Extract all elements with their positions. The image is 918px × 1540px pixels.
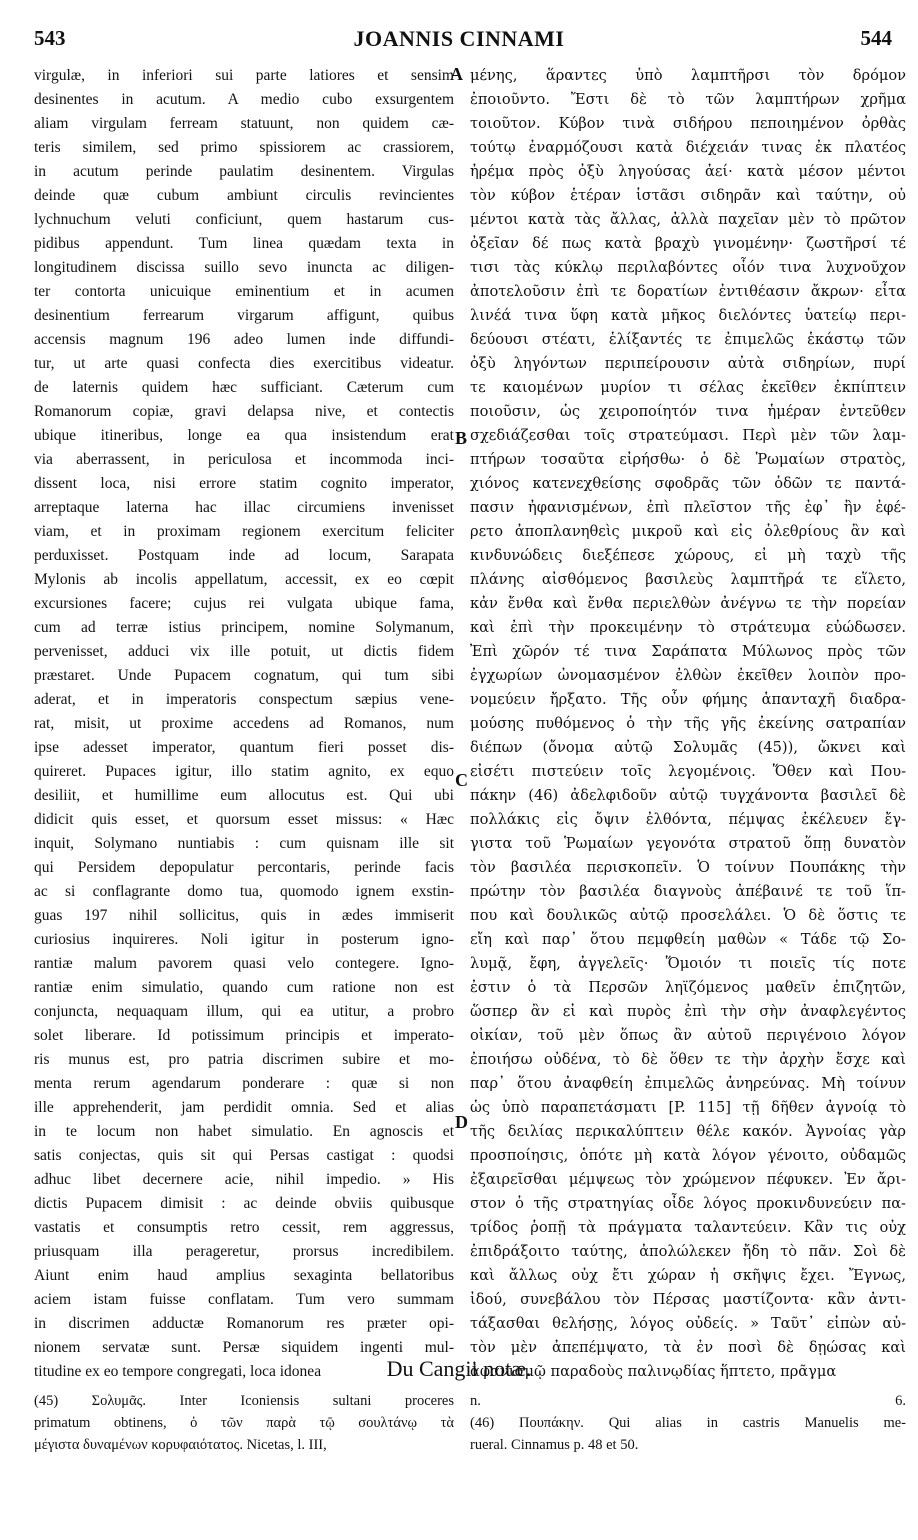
latin-text-line: excursiones facere; cujus rei vulgata ubique fama, bbox=[34, 595, 454, 612]
latin-text-line: quireret. Pupaces igitur, illo statim agnito, ex equo bbox=[34, 763, 454, 780]
greek-text-line: πασιν ἠφανισμένων, ἐπὶ πλεῖστον τῆς ἐφ᾽ ἣν ἐφέ- bbox=[470, 499, 906, 516]
greek-text-line: ἀφανισμῷ παραδοὺς παλινῳδίας ἥπτετο, πρᾶγμα bbox=[470, 1363, 837, 1380]
latin-text-line: curiosius inquireres. Noli igitur in posterum igno- bbox=[34, 931, 454, 948]
notes-title: Du Cangii notæ. bbox=[386, 1356, 532, 1381]
greek-text-line: κἀν ἔνθα καὶ ἔνθα περιελθὼν ἀνέγνω τε τὴν πορείαν bbox=[470, 595, 906, 612]
latin-text-line: in te locum non habet simulatio. En agnoscis et bbox=[34, 1123, 454, 1140]
latin-text-line: perduxisset. Postquam inde ad locum, Sarapata bbox=[34, 547, 454, 564]
greek-text-line: τὸν βασιλέα περισκοπεῖν. Ὁ τοίνυν Πουπάκης τὴν bbox=[470, 859, 906, 876]
page-number-right: 544 bbox=[860, 26, 892, 50]
margin-marker-d: D bbox=[455, 1112, 468, 1132]
latin-text-line: rat, misit, ut proxime accedens ad Romanos, num bbox=[34, 715, 454, 732]
latin-text-line: conjuncta, nequaquam illum, qui ea utitur, a probro bbox=[34, 1003, 454, 1020]
greek-text-line: προσποίησις, ὁπότε μὴ κατὰ λόγον γένοιτο, οὐδαμῶς bbox=[470, 1147, 906, 1164]
latin-text-line: Mylonis ab incolis appellatum, accessit, ex eo cœpit bbox=[34, 571, 454, 588]
greek-text-line: ἀποτελοῦσιν ἐπὶ τε δορατίων ἐντιθέασιν ἄκρων· εἶτα bbox=[470, 283, 906, 300]
latin-text-line: via aberrassent, in periculosa et incommoda inci- bbox=[34, 451, 454, 468]
greek-text-line: ὡς ὑπὸ παραπετάσματι [P. 115] τῇ δῆθεν ἀγνοίᾳ τὸ bbox=[470, 1099, 906, 1116]
running-title: JOANNIS CINNAMI bbox=[353, 26, 565, 51]
greek-text-line: τε καιομένων μυρίον τι σέλας ἐκεῖθεν ἐκπίπτειν bbox=[470, 379, 906, 396]
latin-text-line: vastatis et consumptis retro cessit, rem aggressus, bbox=[34, 1219, 454, 1236]
footnote-line: μέγιστα δυναμένων κορυφαιότατος. Nicetas, l. III, bbox=[34, 1437, 327, 1453]
greek-text-line: ἐξαιρεῖσθαι μέμψεως τὸν χρώμενον πέφυκεν. Ἐν ἄρι- bbox=[470, 1171, 906, 1188]
latin-text-line: aderat, et in imperatoris conspectum sæpius vene- bbox=[34, 691, 454, 708]
latin-text-line: tur, ut arte quasi confecta dies exercitibus videatur. bbox=[34, 355, 454, 372]
greek-text-line: ρετο ἀποπλανηθεὶς μικροῦ καὶ εἰς ὀλεθρίους ἂν καὶ bbox=[470, 523, 906, 540]
footnote-line: primatum obtinens, ὁ τῶν παρὰ τῷ σουλτάνῳ τὰ bbox=[34, 1415, 454, 1431]
margin-marker-b: B bbox=[455, 428, 468, 448]
greek-text-line: ἠρέμα πρὸς ὀξὺ ληγούσας ἀεί· κατὰ μέσον μέντοι bbox=[470, 163, 906, 180]
greek-text-line: τὸν μὲν ἀπεπέμψατο, τὰ ἐν ποσὶ δὲ δῃώσας καὶ bbox=[470, 1339, 906, 1356]
latin-text-line: menta rerum agendarum ponderare : quæ si non bbox=[34, 1075, 454, 1092]
footnote-line: (46) Πουπάκην. Qui alias in castris Manuelis me- bbox=[470, 1415, 906, 1431]
greek-text-line: καὶ ἐπὶ τὴν προκειμένην τὸ στράτευμα εὐώδωσεν. bbox=[470, 619, 906, 636]
greek-text-line: Ἐπὶ χῶρόν τέ τινα Σαράπατα Μύλωνος πρὸς τῶν bbox=[470, 643, 906, 660]
latin-text-line: dictis Pupacem dimisit : ac deinde obviis quibusque bbox=[34, 1195, 454, 1212]
greek-text-line: λινέά τινα ὕφη κατὰ μῆκος διελόντες ὑατείῳ περι- bbox=[470, 307, 906, 324]
greek-text-line: τρίδος ῥοπῇ τὰ πράγματα ταλαντεύειν. Κἂν τις οὐχ bbox=[470, 1219, 906, 1236]
margin-marker-c: C bbox=[455, 770, 468, 790]
greek-text-line: μένης, ἅραντες ὑπὸ λαμπτῆρσι τὸν δρόμον bbox=[470, 67, 906, 84]
greek-text-line: εἴη καὶ παρ᾽ ὅτου πεμφθείη μαθὼν « Τάδε τῷ Σο- bbox=[470, 931, 906, 948]
page-number-left: 543 bbox=[34, 26, 66, 50]
greek-text-line: ἰδού, συνεβάλου τὸν Πέρσας μαστίζοντα· κἂν ἀντι- bbox=[470, 1291, 906, 1308]
greek-text-line: ἐπιδράξοιτο ταύτης, ἀπολώλεκεν ἤδη τὸ πᾶν. Σοὶ δὲ bbox=[470, 1243, 906, 1260]
latin-text-line: arreptaque laterna hac illac circumiens invenisset bbox=[34, 499, 454, 516]
greek-text-line: καὶ ἄλλως οὐχ ἔτι χώραν ἡ σκῆψις ἔχει. Ἔγνως, bbox=[470, 1267, 906, 1284]
greek-text-line: λυμᾷ, ἔφη, ἀγγελεῖς· Ὅμοιόν τι ποιεῖς τίς ποτε bbox=[470, 955, 906, 972]
greek-text-line: ὥσπερ ἂν εἰ καὶ πυρὸς ἐπὶ τὴν σὴν ἀναφλεγέντος bbox=[470, 1003, 906, 1020]
greek-text-line: πλάνης αἰσθόμενος βασιλεὺς λαμπτῆρά τε εἵλετο, bbox=[470, 571, 906, 588]
greek-text-line: ὀξὺ ληγόντων περιπείρουσιν αὐτὰ σιδηρίων, πυρί bbox=[470, 355, 906, 372]
greek-text-line: τούτῳ ἐναρμόζουσι κατὰ διέχειάν τινας ἐκ πλατέος bbox=[470, 139, 906, 156]
greek-text-line: ἐγχωρίων ὠνομασμένον ἐλθὼν ἐκεῖθεν λοιπὸν προ- bbox=[470, 667, 906, 684]
greek-text-line: μέντοι κατὰ τὰς ἄλλας, ἀλλὰ παχεῖαν μὲν τὸ πρῶτον bbox=[470, 211, 906, 228]
page-header bbox=[0, 26, 918, 54]
latin-text-line: nionem servatæ sunt. Persæ siquidem ingenti mul- bbox=[34, 1339, 454, 1356]
greek-text-line: εἰσέτι πιστεύειν τοῖς λεγομένοις. Ὅθεν καὶ Που- bbox=[470, 763, 906, 780]
latin-text-line: præstaret. Unde Pupacem cognatum, qui tum sibi bbox=[34, 667, 454, 684]
latin-text-line: Aiunt enim haud amplius sexaginta bellatoribus bbox=[34, 1267, 454, 1284]
latin-text-line: ter contorta unicuique eminentium et in acumen bbox=[34, 283, 454, 300]
greek-text-line: γιστα τοῦ Ῥωμαίων γεγονότα στρατοῦ ὅπῃ δυνατὸν bbox=[470, 835, 906, 852]
latin-text-line: qui Persidem depopulatur percontaris, perinde facis bbox=[34, 859, 454, 876]
greek-text-line: στον ὁ τῆς στρατηγίας οἶδε λόγος προκινδυνεύειν πα- bbox=[470, 1195, 906, 1212]
latin-text-line: teris similem, sed primo spissiorem ac crassiorem, bbox=[34, 139, 454, 156]
latin-text-line: Romanorum copiæ, gravi delapsa nive, et contectis bbox=[34, 403, 454, 420]
greek-text-line: πτήρων τοσαῦτα εἰρήσθω· ὁ δὲ Ῥωμαίων στρατὸς, bbox=[470, 451, 906, 468]
latin-column bbox=[34, 64, 454, 1384]
latin-text-line: aciem istam fuisse conflatam. Tum vero summam bbox=[34, 1291, 454, 1308]
latin-text-line: titudine ex eo tempore congregati, loca idonea bbox=[34, 1363, 322, 1380]
latin-text-line: longitudinem discissa suillo sevo inuncta ac diligen- bbox=[34, 259, 454, 276]
greek-text-line: οἰκίαν, τοῦ μὲν ὅπως ἂν αὐτοῦ περιγένοιο λόγον bbox=[470, 1027, 906, 1044]
latin-text-line: lychnuchum veluti conficiunt, quem hastarum cus- bbox=[34, 211, 454, 228]
latin-text-line: aliam virgulam ferream statuunt, non quidem cæ- bbox=[34, 115, 454, 132]
greek-text-line: ὀξεῖαν δέ πως κατὰ βραχὺ γινομένην· ζωστῆρσί τέ bbox=[470, 235, 906, 252]
latin-text-line: ac si conflagrante domo tua, quomodo ignem exstin- bbox=[34, 883, 454, 900]
greek-column bbox=[470, 64, 906, 1384]
latin-text-line: ris munus est, pro patria discrimen subire et mo- bbox=[34, 1051, 454, 1068]
margin-marker-a: A bbox=[450, 64, 463, 84]
latin-text-line: priusquam illa perageretur, prorsus incredibilem. bbox=[34, 1243, 454, 1260]
latin-text-line: pidibus appendunt. Tum linea quædam texta in bbox=[34, 235, 454, 252]
greek-text-line: τάξασθαι θελήσῃς, λόγος οὐδείς. » Ταῦτ᾽ εἰπὼν αὐ- bbox=[470, 1315, 906, 1332]
latin-text-line: in acutum perinde paulatim desinentem. Virgulas bbox=[34, 163, 454, 180]
footnote-line: (45) Σολυμᾶς. Inter Iconiensis sultani proceres bbox=[34, 1393, 454, 1409]
latin-text-line: virgulæ, in inferiori sui parte latiores et sensim bbox=[34, 67, 454, 84]
greek-text-line: τῆς δειλίας περικαλύπτειν θέλε κακόν. Ἀγνοίας γὰρ bbox=[470, 1123, 906, 1140]
greek-text-line: πρώτην τὸν βασιλέα διαγνοὺς ἀπέβαινέ τε τοῦ ἵπ- bbox=[470, 883, 906, 900]
greek-text-line: πολλάκις εἰς ὄψιν ἐλθόντα, πέμψας ἐκέλευεν ἔγ- bbox=[470, 811, 906, 828]
greek-text-line: που καὶ δουλικῶς αὐτῷ προσελάλει. Ὁ δὲ ὅστις τε bbox=[470, 907, 906, 924]
greek-text-line: νομεύειν ἤρξατο. Τῆς οὖν φήμης ἁπανταχῆ διαδρα- bbox=[470, 691, 906, 708]
latin-text-line: guas 197 nihil sollicitus, quis in ædes immiserit bbox=[34, 907, 454, 924]
greek-text-line: παρ᾽ ὅτου ἀναφθείη ἐπιμελῶς ἀνηρεύνας. Μὴ τοίνυν bbox=[470, 1075, 906, 1092]
latin-text-line: solet liberare. Id potissimum principis et imperato- bbox=[34, 1027, 454, 1044]
notes-right-column bbox=[470, 1390, 906, 1456]
greek-text-line: ἐποιήσω οὐδένα, τὸ δὲ ὅθεν τε τὴν ἀρχὴν ἔσχε καὶ bbox=[470, 1051, 906, 1068]
greek-text-line: τοιοῦτον. Κύβον τινὰ σιδήρου πεποιημένον ὀρθὰς bbox=[470, 115, 906, 132]
footnote-line: n. 6. bbox=[470, 1393, 906, 1409]
greek-text-line: μούσης πυθόμενος ὁ τὴν τῆς γῆς ἐκείνης σατραπίαν bbox=[470, 715, 906, 732]
latin-text-line: dissent loca, nisi errore statim cognito imperator, bbox=[34, 475, 454, 492]
latin-text-line: adhuc libet decernere acie, nihil impedio. » His bbox=[34, 1171, 454, 1188]
latin-text-line: ipse adesset imperator, quantum fieri posset dis- bbox=[34, 739, 454, 756]
latin-text-line: cum ad terræ istius principem, nomine Solymanum, bbox=[34, 619, 454, 636]
latin-text-line: pervenisset, adduci vix ille potuit, ut dictis fidem bbox=[34, 643, 454, 660]
latin-text-line: accensis magnum 196 adeo lumen inde diffundi- bbox=[34, 331, 454, 348]
latin-text-line: viam, et in proximam regionem exercitum feliciter bbox=[34, 523, 454, 540]
latin-text-line: desinentes in acutum. A medio cubo exsurgentem bbox=[34, 91, 454, 108]
latin-text-line: desinentium ferrearum virgarum affigunt, quibus bbox=[34, 307, 454, 324]
footnote-line: rueral. Cinnamus p. 48 et 50. bbox=[470, 1437, 639, 1453]
greek-text-line: χιόνος κατενεχθείσης σφοδρᾶς τῶν ὁδῶν τε παντά- bbox=[470, 475, 906, 492]
latin-text-line: desiliit, et humillime eum allocutus est. Qui ubi bbox=[34, 787, 454, 804]
latin-text-line: inquit, Solymano nuntiabis : cum quisnam ille sit bbox=[34, 835, 454, 852]
latin-text-line: rantiæ malum pavorem quasi velo contegere. Igno- bbox=[34, 955, 454, 972]
latin-text-line: didicit quis esset, et quorsum esset missus: « Hæc bbox=[34, 811, 454, 828]
notes-left-column bbox=[34, 1390, 454, 1456]
greek-text-line: ἐστιν ὁ τὰ Περσῶν ληϊζόμενος μαθεῖν ἐπιζητῶν, bbox=[470, 979, 906, 996]
latin-text-line: ille apprehenderit, jam perdidit omnia. Sed et alias bbox=[34, 1099, 454, 1116]
greek-text-line: τὸν κύβον ἑτέραν ἱστᾶσι σιδηρᾶν καὶ ταύτην, οὐ bbox=[470, 187, 906, 204]
greek-text-line: ἐποιοῦντο. Ἔστι δὲ τὸ τῶν λαμπτήρων χρῆμα bbox=[470, 91, 906, 108]
latin-text-line: in discrimen adductæ Romanorum res præter opi- bbox=[34, 1315, 454, 1332]
greek-text-line: σχεδιάζεσθαι τοῖς στρατεύμασι. Περὶ μὲν τῶν λαμ- bbox=[470, 427, 906, 444]
greek-text-line: πάκην (46) ἀδελφιδοῦν αὐτῷ τυγχάνοντα βασιλεῖ δὲ bbox=[470, 787, 906, 804]
greek-text-line: διέπων (ὄνομα αὐτῷ Σολυμᾶς (45)), ὤκνει καὶ bbox=[470, 739, 906, 756]
latin-text-line: rantiæ enim simulatio, quando cum ratione non est bbox=[34, 979, 454, 996]
greek-text-line: τισι τὰς κύκλῳ περιλαβόντες οἷόν τινα λυχνοῦχον bbox=[470, 259, 906, 276]
latin-text-line: de laternis quidem hæc sufficiant. Cæterum cum bbox=[34, 379, 454, 396]
greek-text-line: ποιοῦσιν, ὡς χειροποίητόν τινα ἡμέραν ἐντεῦθεν bbox=[470, 403, 906, 420]
latin-text-line: ubique itineribus, longe ea qua insistendum erat bbox=[34, 427, 454, 444]
greek-text-line: κινδυνώδεις διεξέπεσε χώρους, εἰ μὴ ταχὺ τῆς bbox=[470, 547, 906, 564]
latin-text-line: satis conjectas, quis sit qui Persas castigat : quodsi bbox=[34, 1147, 454, 1164]
greek-text-line: δεύουσι στέατι, ἑλίξαντές τε ἐπιμελῶς ἑκάστῳ τῶν bbox=[470, 331, 906, 348]
latin-text-line: deinde quæ cubum ambiunt circulis revincientes bbox=[34, 187, 454, 204]
